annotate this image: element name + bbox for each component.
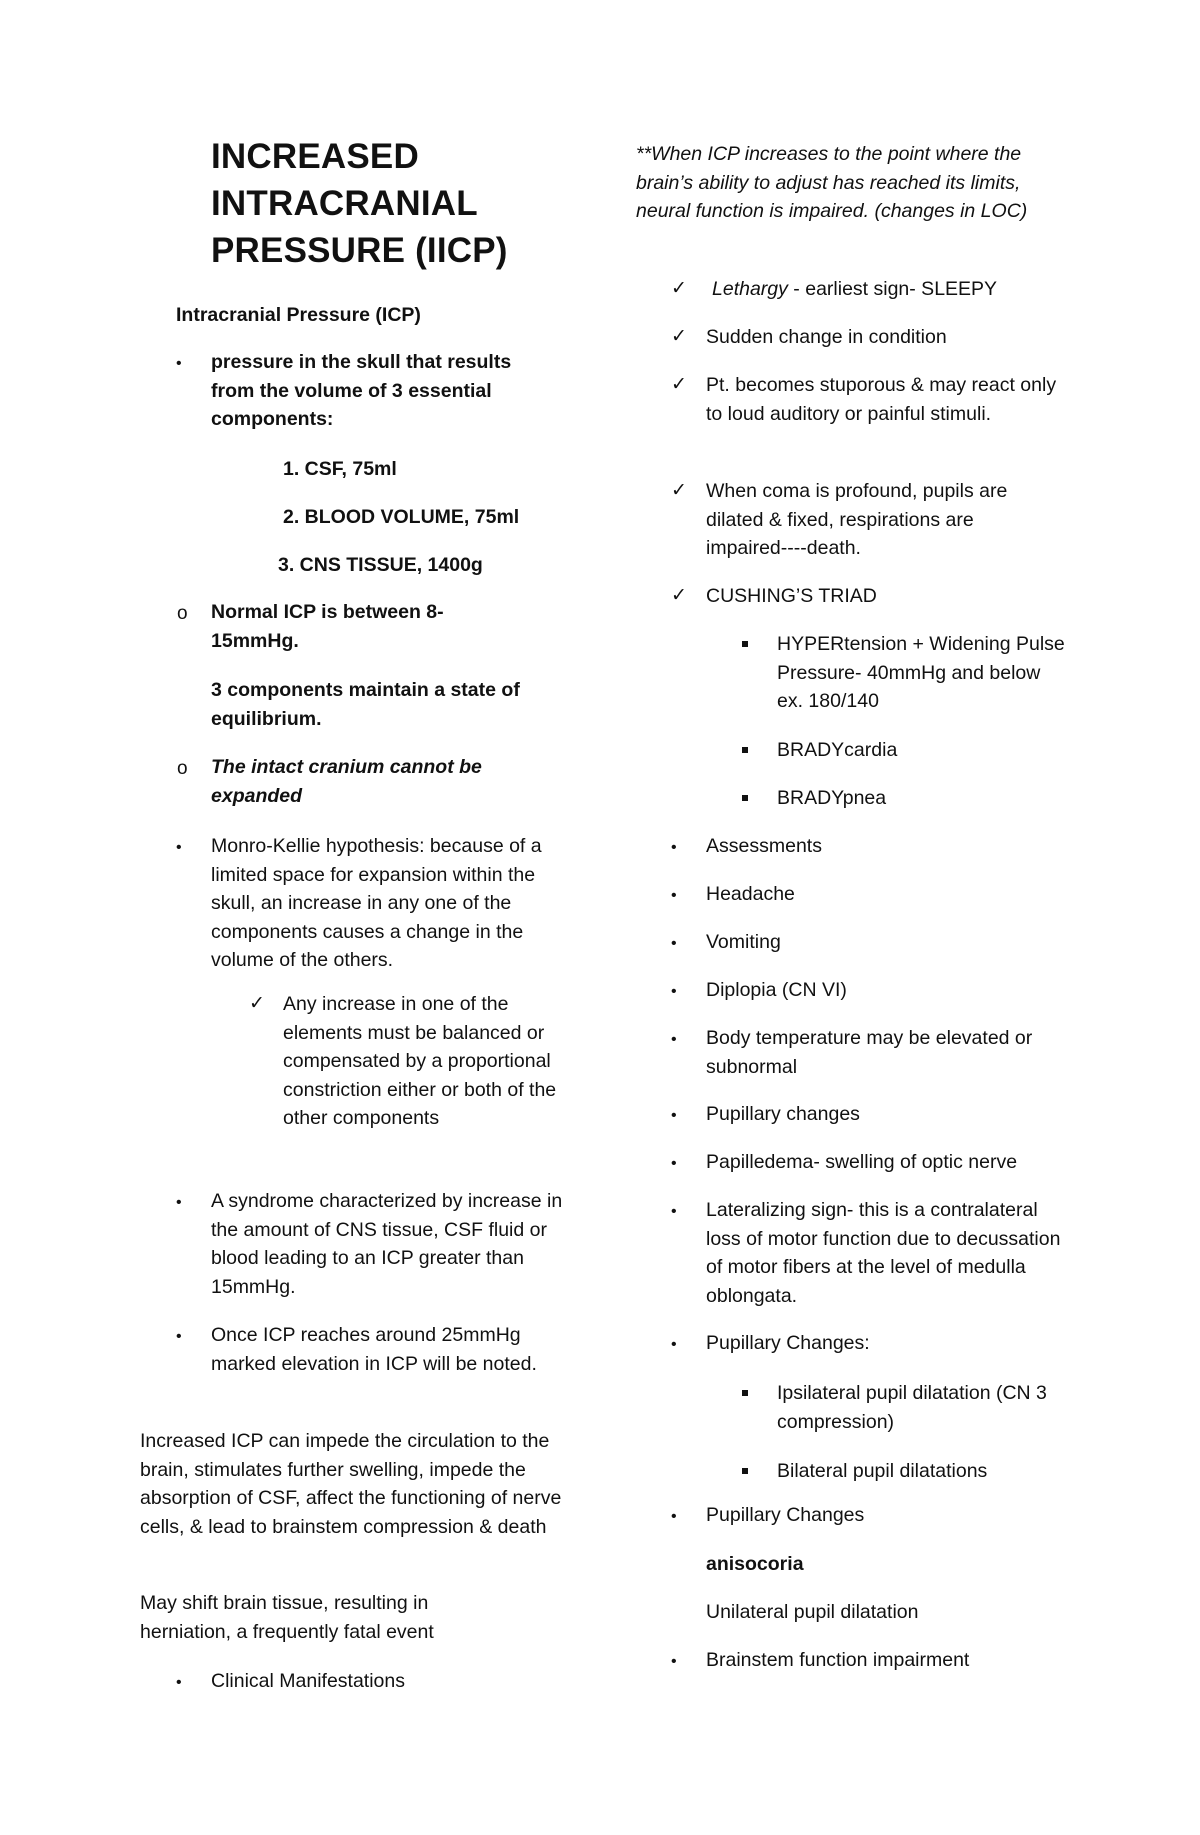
lethargy-term: Lethargy: [712, 278, 788, 300]
manifestation-item: Diplopia (CN VI): [706, 979, 847, 1001]
bullet-marker: •: [176, 1194, 182, 1211]
manifestation-item: Pupillary changes: [706, 1103, 860, 1125]
component-item: 1. CSF, 75ml: [283, 458, 397, 480]
any-increase-text: Any increase in one of the elements must be balanced or compensated by a proportional constriction either or both of the other components: [283, 993, 557, 1129]
square-bullet-icon: [742, 1390, 748, 1396]
bullet-marker: •: [671, 887, 677, 904]
bullet-marker: •: [176, 1328, 182, 1345]
square-bullet-icon: [742, 641, 748, 647]
square-bullet-icon: [742, 795, 748, 801]
equilibrium-text: 3 components maintain a state of equilibrium.: [211, 679, 520, 730]
coma-text: When coma is profound, pupils are dilated & fixed, respirations are impaired----death.: [706, 480, 1008, 559]
component-item: 3. CNS TISSUE, 1400g: [278, 554, 483, 576]
check-icon: ✓: [671, 278, 687, 299]
lethargy-desc: - earliest sign- SLEEPY: [787, 278, 998, 300]
triad-item: HYPERtension + Widening Pulse Pressure- 40mmHg and below ex. 180/140: [777, 633, 1065, 712]
bullet-marker: •: [671, 1031, 677, 1048]
pressure-definition: pressure in the skull that results from the volume of 3 essential components:: [211, 351, 512, 430]
clinical-manifestations: Clinical Manifestations: [211, 1670, 406, 1692]
check-icon: ✓: [671, 374, 687, 395]
circle-marker: o: [177, 758, 188, 779]
sudden-change: Sudden change in condition: [706, 326, 947, 348]
icp-heading: Intracranial Pressure (ICP): [176, 304, 421, 326]
brainstem-text: Brainstem function impairment: [706, 1649, 970, 1671]
manifestation-item: Pupillary Changes:: [706, 1332, 870, 1354]
manifestation-item: Body temperature may be elevated or subnormal: [706, 1027, 1033, 1078]
square-bullet-icon: [742, 747, 748, 753]
bullet-marker: •: [671, 935, 677, 952]
bullet-marker: •: [671, 1155, 677, 1172]
impede-paragraph: Increased ICP can impede the circulation to the brain, stimulates further swelling, impede the absorption of CSF, affect the functioning of nerve cells, & lead to brainstem compression & death: [140, 1430, 562, 1538]
square-bullet-icon: [742, 1468, 748, 1474]
cranium-text: The intact cranium cannot be expanded: [211, 756, 482, 807]
component-item: 2. BLOOD VOLUME, 75ml: [283, 506, 520, 528]
pupillary-changes: Pupillary Changes: [706, 1504, 865, 1526]
manifestation-item: Lateralizing sign- this is a contralateral loss of motor function due to decussation of motor fibers at the level of medulla oblongata.: [706, 1199, 1061, 1307]
bullet-marker: •: [176, 839, 182, 856]
manifestation-item: Vomiting: [706, 931, 781, 953]
bullet-marker: •: [671, 839, 677, 856]
icp-note: **When ICP increases to the point where the brain’s ability to adjust has reached its limits, neural function is impaired. (changes in LOC): [636, 143, 1028, 222]
unilateral-text: Unilateral pupil dilatation: [706, 1601, 919, 1623]
once-icp-text: Once ICP reaches around 25mmHg marked elevation in ICP will be noted.: [211, 1324, 537, 1375]
check-icon: ✓: [671, 326, 687, 347]
bullet-marker: •: [176, 1674, 182, 1691]
bullet-marker: •: [671, 1107, 677, 1124]
cushing-triad: CUSHING’S TRIAD: [706, 585, 877, 607]
bullet-marker: •: [671, 1336, 677, 1353]
shift-paragraph: May shift brain tissue, resulting in herniation, a frequently fatal event: [140, 1592, 434, 1643]
bullet-marker: •: [671, 983, 677, 1000]
normal-icp: Normal ICP is between 8-15mmHg.: [211, 601, 444, 652]
pupil-sub-item: Ipsilateral pupil dilatation (CN 3 compression): [777, 1382, 1047, 1433]
manifestation-item: Papilledema- swelling of optic nerve: [706, 1151, 1018, 1173]
page-title: INCREASED INTRACRANIAL PRESSURE (IICP): [211, 137, 508, 270]
manifestation-item: Headache: [706, 883, 795, 905]
syndrome-text: A syndrome characterized by increase in the amount of CNS tissue, CSF fluid or blood leading to an ICP greater than 15mmHg.: [211, 1190, 563, 1298]
anisocoria-term: anisocoria: [706, 1553, 804, 1575]
manifestation-item: Assessments: [706, 835, 822, 857]
circle-marker: o: [177, 603, 188, 624]
triad-item: BRADYcardia: [777, 739, 898, 761]
check-icon: ✓: [671, 585, 687, 606]
pupil-sub-item: Bilateral pupil dilatations: [777, 1460, 988, 1482]
bullet-marker: •: [671, 1508, 677, 1525]
triad-item: BRADYpnea: [777, 787, 887, 809]
check-icon: ✓: [249, 993, 265, 1014]
bullet-marker: •: [671, 1653, 677, 1670]
check-icon: ✓: [671, 480, 687, 501]
lethargy-line: [712, 275, 1072, 304]
monro-kellie-text: Monro-Kellie hypothesis: because of a limited space for expansion within the skull, an increase in any one of the components causes a change in the volume of the others.: [211, 835, 542, 971]
stuporous-text: Pt. becomes stuporous & may react only to loud auditory or painful stimuli.: [706, 374, 1057, 425]
bullet-marker: •: [176, 355, 182, 372]
bullet-marker: •: [671, 1203, 677, 1220]
